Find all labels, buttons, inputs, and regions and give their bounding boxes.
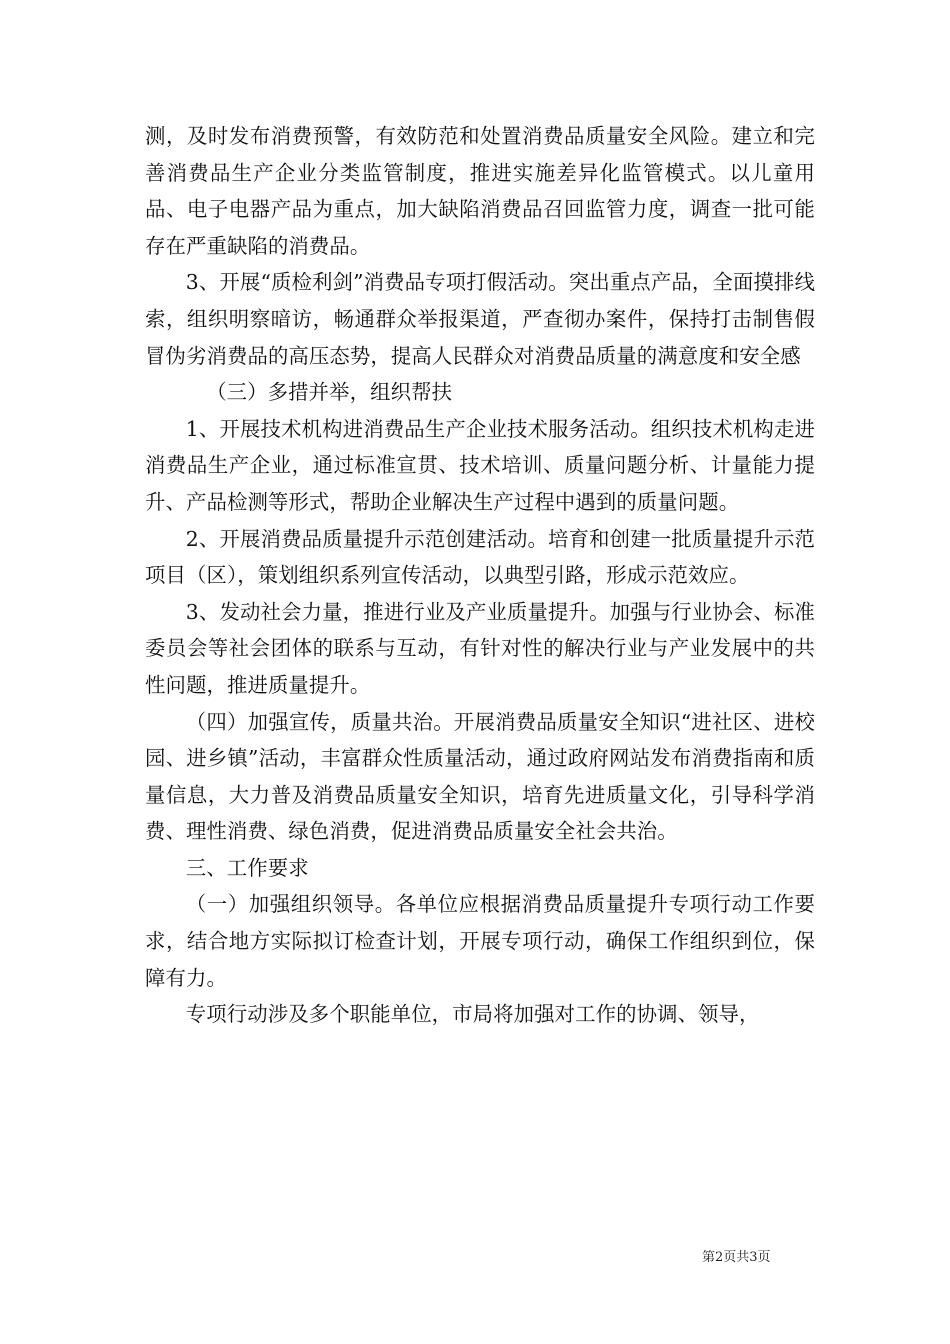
paragraph-1: 测，及时发布消费预警，有效防范和处置消费品质量安全风险。建立和完善消费品生产企业分类监管制度，推进实施差异化监管模式。以儿童用品、电子电器产品为重点，加大缺陷消费品召回监管力度，调查一批可能存在严重缺陷的消费品。: [145, 124, 815, 258]
page-number: 第2页共3页: [702, 1250, 771, 1265]
paragraph-4: 1、开展技术机构进消费品生产企业技术服务活动。组织技术机构走进消费品生产企业，通过标准宣贯、技术培训、质量问题分析、计量能力提升、产品检测等形式，帮助企业解决生产过程中遇到的质量问题。: [145, 416, 815, 514]
paragraph-6: 3、发动社会力量，推进行业及产业质量提升。加强与行业协会、标准委员会等社会团体的联系与互动，有针对性的解决行业与产业发展中的共性问题，推进质量提升。: [145, 599, 815, 697]
document-body: [145, 118, 815, 1033]
paragraph-2: 3、开展“质检利剑”消费品专项打假活动。突出重点产品，全面摸排线索，组织明察暗访，畅通群众举报渠道，严查彻办案件，保持打击制售假冒伪劣消费品的高压态势，提高人民群众对消费品质量的满意度和安全感: [145, 270, 815, 368]
paragraph-5: 2、开展消费品质量提升示范创建活动。培育和创建一批质量提升示范项目（区），策划组织系列宣传活动，以典型引路，形成示范效应。: [145, 526, 815, 588]
section-heading-3: （三）多措并举，组织帮扶: [206, 380, 453, 405]
section-heading-requirements: 三、工作要求: [185, 855, 309, 880]
paragraph-9: （一）加强组织领导。各单位应根据消费品质量提升专项行动工作要求，结合地方实际拟订检查计划，开展专项行动，确保工作组织到位，保障有力。: [145, 892, 815, 990]
paragraph-10: 专项行动涉及多个职能单位，市局将加强对工作的协调、领导，: [185, 1002, 760, 1027]
paragraph-7: （四）加强宣传，质量共治。开展消费品质量安全知识“进社区、进校园、进乡镇”活动，丰富群众性质量活动，通过政府网站发布消费指南和质量信息，大力普及消费品质量安全知识，培育先进质量文化，引导科学消费、理性消费、绿色消费，促进消费品质量安全社会共治。: [145, 709, 815, 844]
